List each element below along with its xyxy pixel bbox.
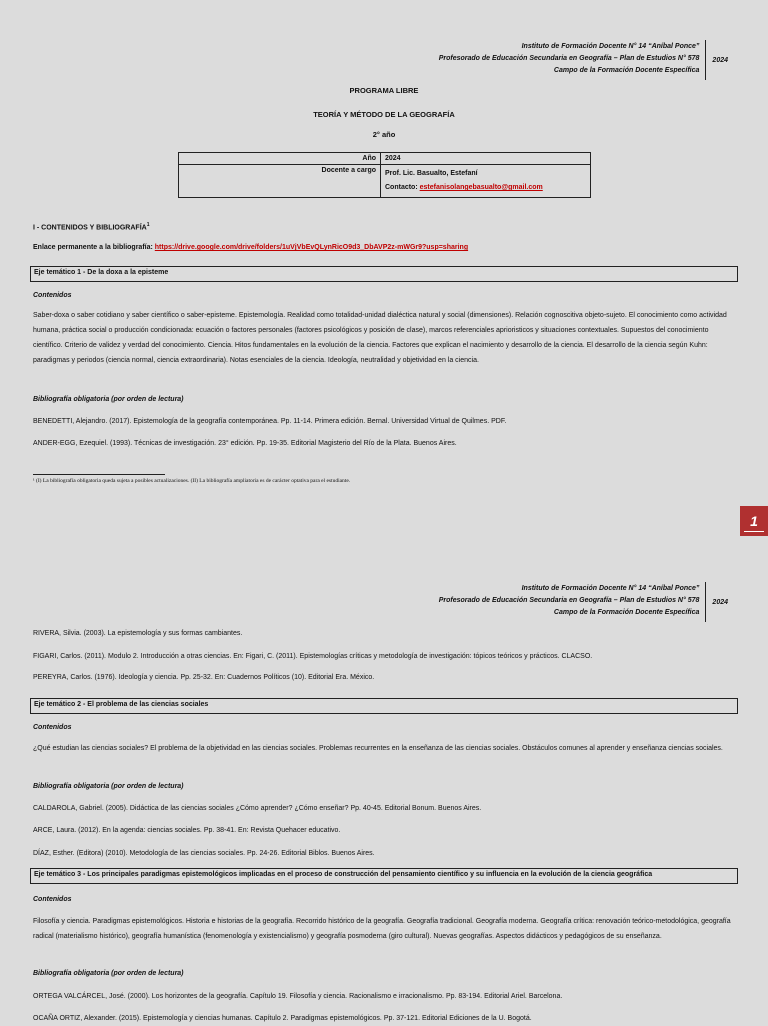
eje2-biblio-item: CALDAROLA, Gabriel. (2005). Didáctica de las ciencias sociales ¿Cómo aprender? ¿Cómo enseñar? Pp. 40-45. Editorial Bonum. Buenos Aires. [33, 805, 482, 812]
bibliography-link-label: Enlace permanente a la bibliografía: [33, 244, 153, 251]
eje3-biblio-item: OCAÑA ORTIZ, Alexander. (2015). Epistemología y ciencias humanas. Capítulo 2. Paradigmas epistemológicos. Pp. 37-121. Editorial Ediciones de la U. Bogotá. [33, 1015, 532, 1022]
page-header [439, 582, 728, 622]
page-header [439, 40, 728, 80]
year-label: Año [179, 153, 381, 165]
header-program: Profesorado de Educación Secundaria en Geografía – Plan de Estudios N° 578 [438, 597, 700, 604]
footnote-divider [33, 474, 165, 475]
eje1-biblio-item: BENEDETTI, Alejandro. (2017). Epistemología de la geografía contemporánea. Pp. 11-14. Primera edición. Bernal. Universidad Virtual de Quilmes. PDF. [33, 418, 507, 425]
page-number-badge: 1 [740, 506, 768, 536]
eje2-biblio-item: DÍAZ, Esther. (Editora) (2010). Metodología de las ciencias sociales. Pp. 24-26. Editorial Biblos. Buenos Aires. [33, 850, 375, 857]
biblio-item: PEREYRA, Carlos. (1976). Ideología y ciencia. Pp. 25-32. En: Cuadernos Políticos (10). Editorial Era. México. [33, 674, 375, 681]
contact-email-link[interactable]: estefanisolangebasualto@gmail.com [419, 184, 543, 191]
header-year: 2024 [712, 598, 728, 606]
header-institute: Instituto de Formación Docente N° 14 “Aníbal Ponce” [521, 585, 700, 592]
info-table [178, 152, 591, 198]
bibliography-link-row [33, 240, 736, 255]
eje1-contenidos-label: Contenidos [33, 292, 72, 299]
header-year: 2024 [712, 56, 728, 64]
header-field: Campo de la Formación Docente Específica [553, 67, 700, 74]
teacher-label: Docente a cargo [179, 165, 381, 198]
contact-label: Contacto: [385, 184, 418, 191]
biblio-item: RIVERA, Silvia. (2003). La epistemología y sus formas cambiantes. [33, 630, 243, 637]
biblio-item: FIGARI, Carlos. (2011). Modulo 2. Introducción a otras ciencias. En: Figari, C. (2011). Epistemologías críticas y metodología de investigación: tópicos teóricos y prácticos. CLACSO. [33, 653, 593, 660]
header-field: Campo de la Formación Docente Específica [553, 609, 700, 616]
eje3-contenidos-label: Contenidos [33, 896, 72, 903]
section-heading-footnote-ref: 1 [146, 222, 150, 228]
eje1-biblio-item: ANDER-EGG, Ezequiel. (1993). Técnicas de investigación. 23° edición. Pp. 19-35. Editorial Magisterio del Río de la Plata. Buenos Aires. [33, 440, 457, 447]
eje1-biblio-label: Bibliografía obligatoria (por orden de lectura) [33, 396, 184, 403]
program-title: PROGRAMA LIBRE [349, 86, 419, 95]
header-program: Profesorado de Educación Secundaria en Geografía – Plan de Estudios N° 578 [438, 55, 700, 62]
footnote-text: ¹ (I) La bibliografía obligatoria queda sujeta a posibles actualizaciones. (II) La bibliografía ampliatoria es de carácter optativa para el estudiante. [33, 478, 351, 484]
header-institute: Instituto de Formación Docente N° 14 “Aníbal Ponce” [521, 43, 700, 50]
bibliography-drive-link[interactable]: https://drive.google.com/drive/folders/1uVjVbEvQLynRicO9d3_DbAVP2z-mWGr9?usp=sharing [154, 244, 469, 251]
page-2 [0, 560, 768, 1024]
eje3-title-box: Eje temático 3 - Los principales paradigmas epistemológicos implicadas en el proceso de construcción del pensamiento científico y su influencia en la evolución de la ciencia geográfica [30, 868, 738, 884]
subject-title: TEORÍA Y MÉTODO DE LA GEOGRAFÍA [313, 110, 455, 119]
year-value: 2024 [381, 153, 591, 165]
eje3-biblio-item: ORTEGA VALCÁRCEL, José. (2000). Los horizontes de la geografía. Capítulo 19. Filosofía y ciencia. Racionalismo e irracionalismo. Pp. 83-194. Editorial Ariel. Barcelona. [33, 993, 563, 1000]
section-heading: I - CONTENIDOS Y BIBLIOGRAFÍA$^1$ [33, 222, 150, 232]
eje3-contenidos-text: Filosofía y ciencia. Paradigmas epistemológicos. Historia e historias de la geografía. Recorrido histórico de la geografía. Geografía tradicional. Geografía moderna. Geografía crítica: renovación teórico-metodológica, geografía radical (materialismo histórico), geografía humanística (fenomenología y existencialismo) y geografía posmoderna (giro cultural). Nuevas geografías. Aspectos didácticos y pedagógicos de su enseñanza. [33, 918, 731, 940]
course-year: 2° año [372, 130, 396, 139]
eje2-biblio-item: ARCE, Laura. (2012). En la agenda: ciencias sociales. Pp. 38-41. En: Revista Quehacer educativo. [33, 827, 341, 834]
eje2-biblio-label: Bibliografía obligatoria (por orden de lectura) [33, 783, 184, 790]
eje3-biblio-label: Bibliografía obligatoria (por orden de lectura) [33, 970, 184, 977]
eje1-contenidos-text: Saber-doxa o saber cotidiano y saber científico o saber-episteme. Epistemología. Realidad como totalidad-unidad dialéctica natural y social (dimensiones). Relación cognoscitiva objeto-sujeto. El conocimiento como actividad humana, práctica social o producción condicionada: ecuación o factores personales (factores psicológicos y posición de clase), marcos referenciales aprioristicos y situaciones contextuales. Supuestos del conocimiento científico. Criterio de validez y verdad del conocimiento. Ciencia. Hitos fundamentales en la evolución de la ciencia. Factores que explican el nacimiento y desarrollo de la ciencia. El desarrollo de la ciencia según Kuhn: paradigmas y periodos (ciencia normal, ciencia extraordinaria). Notas esenciales de la ciencia. Ideología, neutralidad y objetividad en la ciencia. [33, 312, 727, 364]
eje2-contenidos-text: ¿Qué estudian las ciencias sociales? El problema de la objetividad en las ciencias sociales. Problemas recurrentes en la enseñanza de las ciencias sociales. Obstáculos comunes al aprender y enseñanza ciencias sociales. [33, 745, 723, 752]
eje2-title-box: Eje temático 2 - El problema de las ciencias sociales [30, 698, 738, 714]
eje1-title-box: Eje temático 1 - De la doxa a la episteme [30, 266, 738, 282]
teacher-value: Prof. Lic. Basualto, Estefaní [385, 170, 478, 177]
eje2-contenidos-label: Contenidos [33, 724, 72, 731]
